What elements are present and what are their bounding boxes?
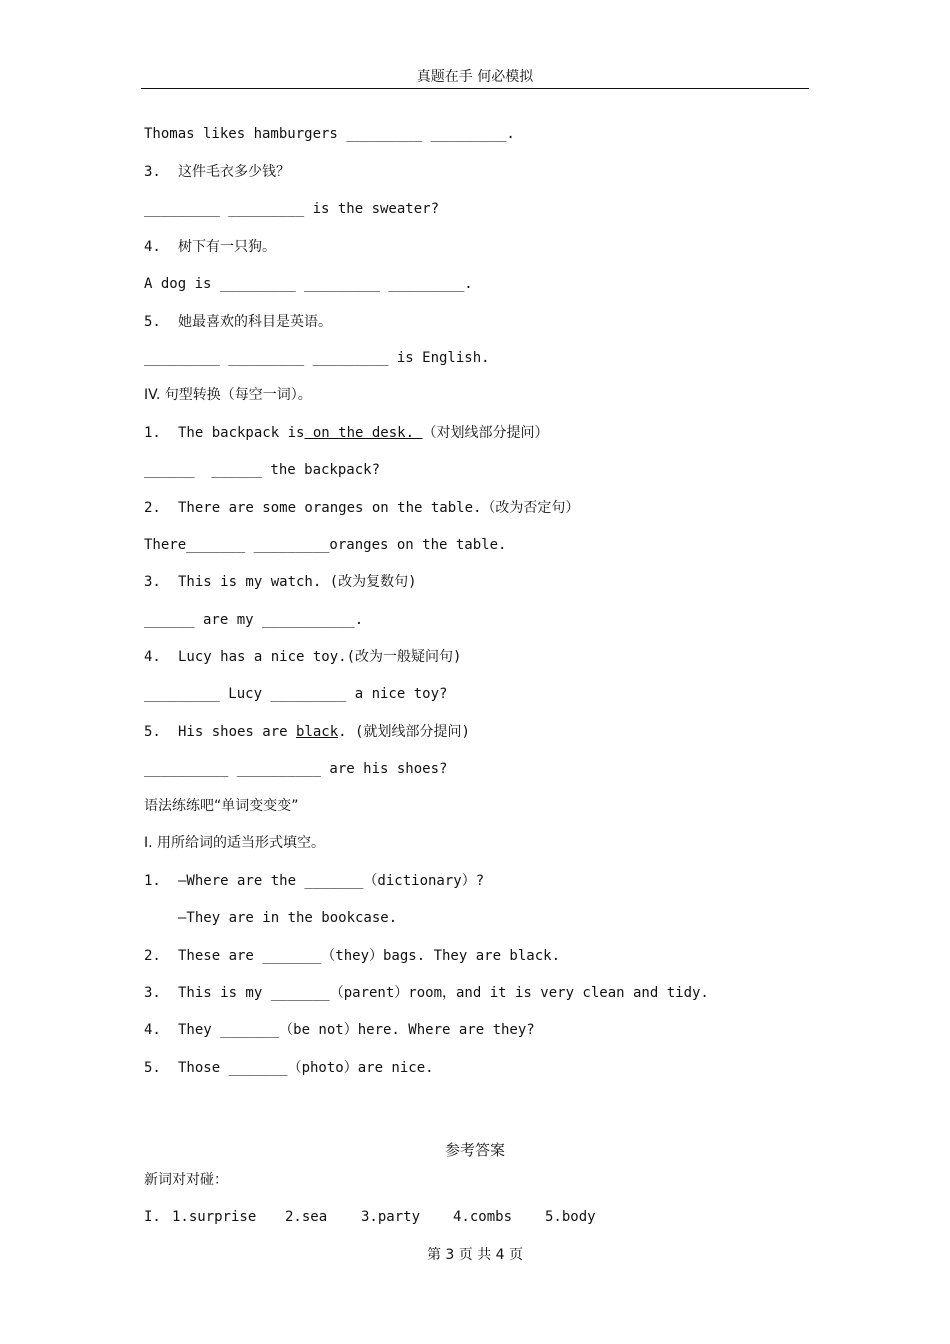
grammar-item-1b bbox=[144, 909, 397, 927]
header-rule bbox=[141, 88, 809, 89]
page-header: 真题在手 何必模拟 bbox=[416, 69, 534, 85]
grammar-item-1b-text: —They are in the bookcase. bbox=[178, 910, 398, 926]
grammar-item-1-num: 1. bbox=[144, 873, 161, 889]
s4-q3-text: This is my watch. (改为复数句) bbox=[178, 574, 417, 590]
s3-q3-text: 这件毛衣多少钱？ bbox=[178, 164, 290, 180]
grammar-title: 语法练练吧“单词变变变” bbox=[144, 798, 299, 814]
answers-part1 bbox=[144, 1208, 596, 1226]
s4-q5 bbox=[144, 723, 470, 741]
answers-subtitle: 新词对对碰： bbox=[144, 1172, 228, 1188]
grammar-item-4-num: 4. bbox=[144, 1022, 161, 1038]
s4-q1-answer: ______ ______ the backpack? bbox=[144, 462, 381, 478]
s4-q2-text: There are some oranges on the table.（改为否定句） bbox=[178, 500, 580, 516]
s4-q3-num: 3. bbox=[144, 574, 161, 590]
grammar-item-5 bbox=[144, 1059, 434, 1077]
grammar-item-5-num: 5. bbox=[144, 1060, 161, 1076]
grammar-item-1-text: —Where are the _______（dictionary）? bbox=[178, 873, 485, 889]
answer-item-2: 2.sea bbox=[285, 1209, 328, 1225]
grammar-item-3-num: 3. bbox=[144, 985, 161, 1001]
s3-q4-num: 4. bbox=[144, 239, 161, 255]
s4-q5-underlined: black bbox=[296, 724, 339, 740]
s4-q1-pre: The backpack is bbox=[178, 425, 305, 441]
s4-q3-answer: ______ are my ___________. bbox=[144, 612, 364, 628]
answer-item-1: 1.surprise bbox=[172, 1209, 257, 1225]
s4-q5-pre: His shoes are bbox=[178, 724, 297, 740]
answer-item-4: 4.combs bbox=[453, 1209, 513, 1225]
grammar-item-5-text: Those _______（photo）are nice. bbox=[178, 1060, 434, 1076]
grammar-item-3 bbox=[144, 984, 709, 1002]
s4-q4-answer: _________ Lucy _________ a nice toy? bbox=[144, 686, 448, 702]
section4-title: IV. 句型转换（每空一词）。 bbox=[144, 387, 312, 403]
s3-q5-num: 5. bbox=[144, 314, 161, 330]
grammar-item-4-text: They _______（be not）here. Where are they? bbox=[178, 1022, 535, 1038]
answer-item-3: 3.party bbox=[361, 1209, 421, 1225]
grammar-item-2 bbox=[144, 947, 560, 965]
s3-q4-text: 树下有一只狗。 bbox=[178, 239, 276, 255]
answers-part1-label: I. bbox=[144, 1209, 161, 1225]
s4-q1-num: 1. bbox=[144, 425, 161, 441]
s3-q3-answer: _________ _________ is the sweater? bbox=[144, 201, 440, 217]
s4-q1-post: （对划线部分提问） bbox=[422, 425, 549, 441]
s4-q1 bbox=[144, 424, 548, 442]
s4-q5-answer: __________ __________ are his shoes? bbox=[144, 761, 448, 777]
thomas-line: Thomas likes hamburgers _________ _________. bbox=[144, 126, 515, 142]
s4-q4 bbox=[144, 648, 461, 666]
s4-q5-post: . (就划线部分提问) bbox=[338, 724, 470, 740]
answers-title: 参考答案 bbox=[444, 1141, 505, 1159]
s4-q2-num: 2. bbox=[144, 500, 161, 516]
page-footer: 第 3 页 共 4 页 bbox=[426, 1247, 524, 1263]
s3-q3 bbox=[144, 163, 290, 181]
s3-q5 bbox=[144, 313, 332, 331]
s3-q4-answer: A dog is _________ _________ _________. bbox=[144, 276, 473, 292]
s4-q4-num: 4. bbox=[144, 649, 161, 665]
s4-q4-text: Lucy has a nice toy.(改为一般疑问句) bbox=[178, 649, 462, 665]
s4-q2-answer: There_______ _________oranges on the table. bbox=[144, 537, 507, 553]
grammar-item-2-text: These are _______（they）bags. They are black. bbox=[178, 948, 561, 964]
grammar-part1-title: I. 用所给词的适当形式填空。 bbox=[144, 835, 326, 851]
grammar-item-2-num: 2. bbox=[144, 948, 161, 964]
s4-q3 bbox=[144, 573, 417, 591]
s4-q5-num: 5. bbox=[144, 724, 161, 740]
s4-q2 bbox=[144, 499, 579, 517]
s3-q3-num: 3. bbox=[144, 164, 161, 180]
s3-q5-text: 她最喜欢的科目是英语。 bbox=[178, 314, 332, 330]
grammar-item-1 bbox=[144, 872, 484, 890]
s4-q1-underlined: on the desk. bbox=[304, 425, 423, 441]
answer-item-5: 5.body bbox=[545, 1209, 596, 1225]
grammar-item-4 bbox=[144, 1021, 535, 1039]
s3-q5-answer: _________ _________ _________ is English. bbox=[144, 350, 490, 366]
grammar-item-3-text: This is my _______（parent）room，and it is very clean and tidy. bbox=[178, 985, 709, 1001]
s3-q4 bbox=[144, 238, 276, 256]
